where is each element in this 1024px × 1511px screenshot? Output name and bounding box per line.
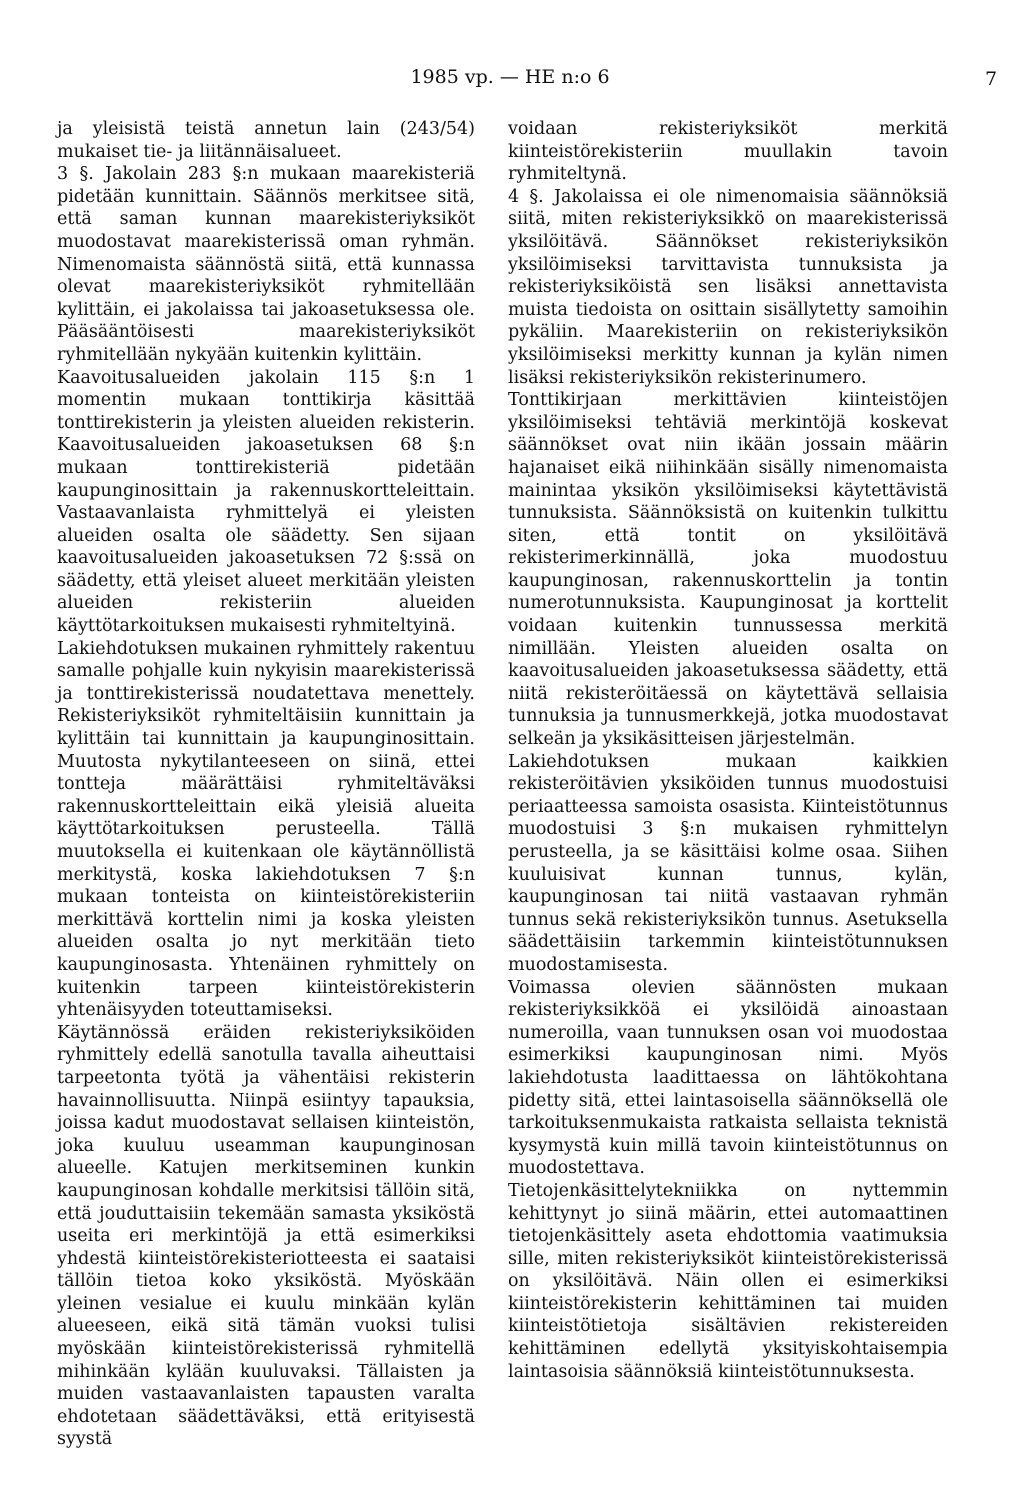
page-number: 7 xyxy=(985,68,998,90)
paragraph: Tietojenkäsittelytekniikka on nyttemmin kehittynyt jo siinä määrin, ettei automaattinen tietojenkäsittely aseta ehdottomia vaatimuksia sille, miten rekisteriyksiköt kiinteistörekisterissä on yksilöitävä. Näin ollen ei esimerkiksi kiinteistörekisterin kehittäminen tai muiden kiinteistötietoja sisältävien rekistereiden kehittäminen edellytä yksityiskohtaisempia laintasoisia säännöksiä kiinteistötunnuksesta. xyxy=(508,1180,948,1382)
paragraph: Käytännössä eräiden rekisteriyksiköiden ryhmittely edellä sanotulla tavalla aiheuttaisi tarpeetonta työtä ja vähentäisi rekisterin havainnollisuutta. Niinpä esiintyy tapauksia, joissa kadut muodostavat sellaisen kiinteistön, joka kuuluu useamman kaupunginosan alueelle. Katujen merkitseminen kunkin kaupunginosan kohdalle merkitsisi tällöin sitä, että jouduttaisiin tekemään samasta yksiköstä useita eri merkintöjä ja että esimerkiksi yhdestä kiinteistörekisteriotteesta ei saataisi tällöin tietoa koko yksiköstä. Myöskään yleinen vesialue ei kuulu minkään kylän alueeseen, eikä sitä tämän vuoksi tulisi myöskään kiinteistörekisterissä ryhmitellä mihinkään kylään kuuluvaksi. Tällaisten ja muiden vastaavanlaisten tapausten varalta ehdotetaan säädettäväksi, että erityisestä syystä xyxy=(57,1022,475,1450)
paragraph: Lakiehdotuksen mukaan kaikkien rekisteröitävien yksiköiden tunnus muodostuisi periaatteessa samoista osasista. Kiinteistötunnus muodostuisi 3 §:n mukaisen ryhmittelyn perusteella, ja se käsittäisi kolme osaa. Siihen kuuluisivat kunnan tunnus, kylän, kaupunginosan tai niitä vastaavan ryhmän tunnus sekä rekisteriyksikön tunnus. Asetuksella säädettäisiin tarkemmin kiinteistötunnuksen muodostamisesta. xyxy=(508,751,948,975)
paragraph: Voimassa olevien säännösten mukaan rekisteriyksikköä ei yksilöidä ainoastaan numeroilla, vaan tunnuksen osan voi muodostaa esimerkiksi kaupunginosan nimi. Myös lakiehdotusta laadittaessa on lähtökohtana pidetty sitä, ettei laintasoisella säännöksellä ole tarkoituksenmukaista ratkaista sellaista teknistä kysymystä kuin millä tavoin kiinteistötunnus on muodostettava. xyxy=(508,977,948,1179)
paragraph: Lakiehdotuksen mukainen ryhmittely rakentuu samalle pohjalle kuin nykyisin maarekisterissä ja tonttirekisterissä noudatettava menettely. Rekisteriyksiköt ryhmiteltäisiin kunnittain ja kylittäin tai kunnittain ja kaupunginosittain. Muutosta nykytilanteeseen on siinä, ettei tontteja määrättäisi ryhmiteltäväksi rakennuskortteleittain eikä yleisiä alueita käyttötarkoituksen perusteella. Tällä muutoksella ei kuitenkaan ole käytännöllistä merkitystä, koska lakiehdotuksen 7 §:n mukaan tonteista on kiinteistörekisteriin merkittävä korttelin nimi ja koska yleisten alueiden osalta jo nyt merkitään tieto kaupunginosasta. Yhtenäinen ryhmittely on kuitenkin tarpeen kiinteistörekisterin yhtenäisyyden toteuttamiseksi. xyxy=(57,638,475,1021)
paragraph: voidaan rekisteriyksiköt merkitä kiinteistörekisteriin muullakin tavoin ryhmiteltynä. xyxy=(508,119,948,185)
paragraph: Tonttikirjaan merkittävien kiinteistöjen yksilöimiseksi tehtäviä merkintöjä koskevat säännökset ovat niin ikään jossain määrin hajanaiset eikä niihinkään sisälly nimenomaista mainintaa yksikön yksilöimiseksi käytettävistä tunnuksista. Säännöksistä on kuitenkin tulkittu siten, että tontit on yksilöitävä rekisterimerkinnällä, joka muodostuu kaupunginosan, rakennuskorttelin ja tontin numerotunnuksista. Kaupunginosat ja korttelit voidaan kuitenkin tunnussessa merkitä nimillään. Yleisten alueiden osalta on kaavoitusalueiden jakoasetuksessa säädetty, että niitä rekisteröitäessä on käytettävä sellaisia tunnuksia ja tunnusmerkkejä, jotka muodostavat selkeän ja yksikäsitteisen järjestelmän. xyxy=(508,390,948,750)
paragraph: 3 §. Jakolain 283 §:n mukaan maarekisteriä pidetään kunnittain. Säännös merkitsee sitä, että saman kunnan maarekisteriyksiköt muodostavat maarekisterissä oman ryhmän. Nimenomaista säännöstä siitä, että kunnassa olevat maarekisteriyksiköt ryhmitellään kylittäin, ei jakolaissa tai jakoasetuksessa ole. Pääsääntöisesti maarekisteriyksiköt ryhmitellään nykyään kuitenkin kylittäin. xyxy=(57,164,475,365)
page-header xyxy=(0,66,1024,96)
header-title: 1985 vp. — HE n:o 6 xyxy=(410,66,610,88)
paragraph: Kaavoitusalueiden jakolain 115 §:n 1 momentin mukaan tonttikirja käsittää tonttirekisterin ja yleisten alueiden rekisterin. Kaavoitusalueiden jakoasetuksen 68 §:n mukaan tonttirekisteriä pidetään kaupunginosittain ja rakennuskortteleittain. Vastaavanlaista ryhmittelyä ei yleisten alueiden osalta ole säädetty. Sen sijaan kaavoitusalueiden jakoasetuksen 72 §:ssä on säädetty, että yleiset alueet merkitään yleisten alueiden rekisteriin alueiden käyttötarkoituksen mukaisesti ryhmiteltyinä. xyxy=(57,367,475,637)
left-column xyxy=(57,118,475,1451)
paragraph: 4 §. Jakolaissa ei ole nimenomaisia säännöksiä siitä, miten rekisteriyksikkö on maarekisterissä yksilöitävä. Säännökset rekisteriyksikön yksilöimiseksi tarvittavista tunnuksista ja rekisteriyksiköistä sen lisäksi annettavista muista tiedoista on osittain sisällytetty samoihin pykäliin. Maarekisteriin on rekisteriyksikön yksilöimiseksi merkitty kunnan ja kylän nimen lisäksi rekisteriyksikön rekisterinumero. xyxy=(508,186,948,388)
right-column xyxy=(508,118,948,1383)
paragraph: ja yleisistä teistä annetun lain (243/54) mukaiset tie- ja liitännäisalueet. xyxy=(57,119,475,162)
